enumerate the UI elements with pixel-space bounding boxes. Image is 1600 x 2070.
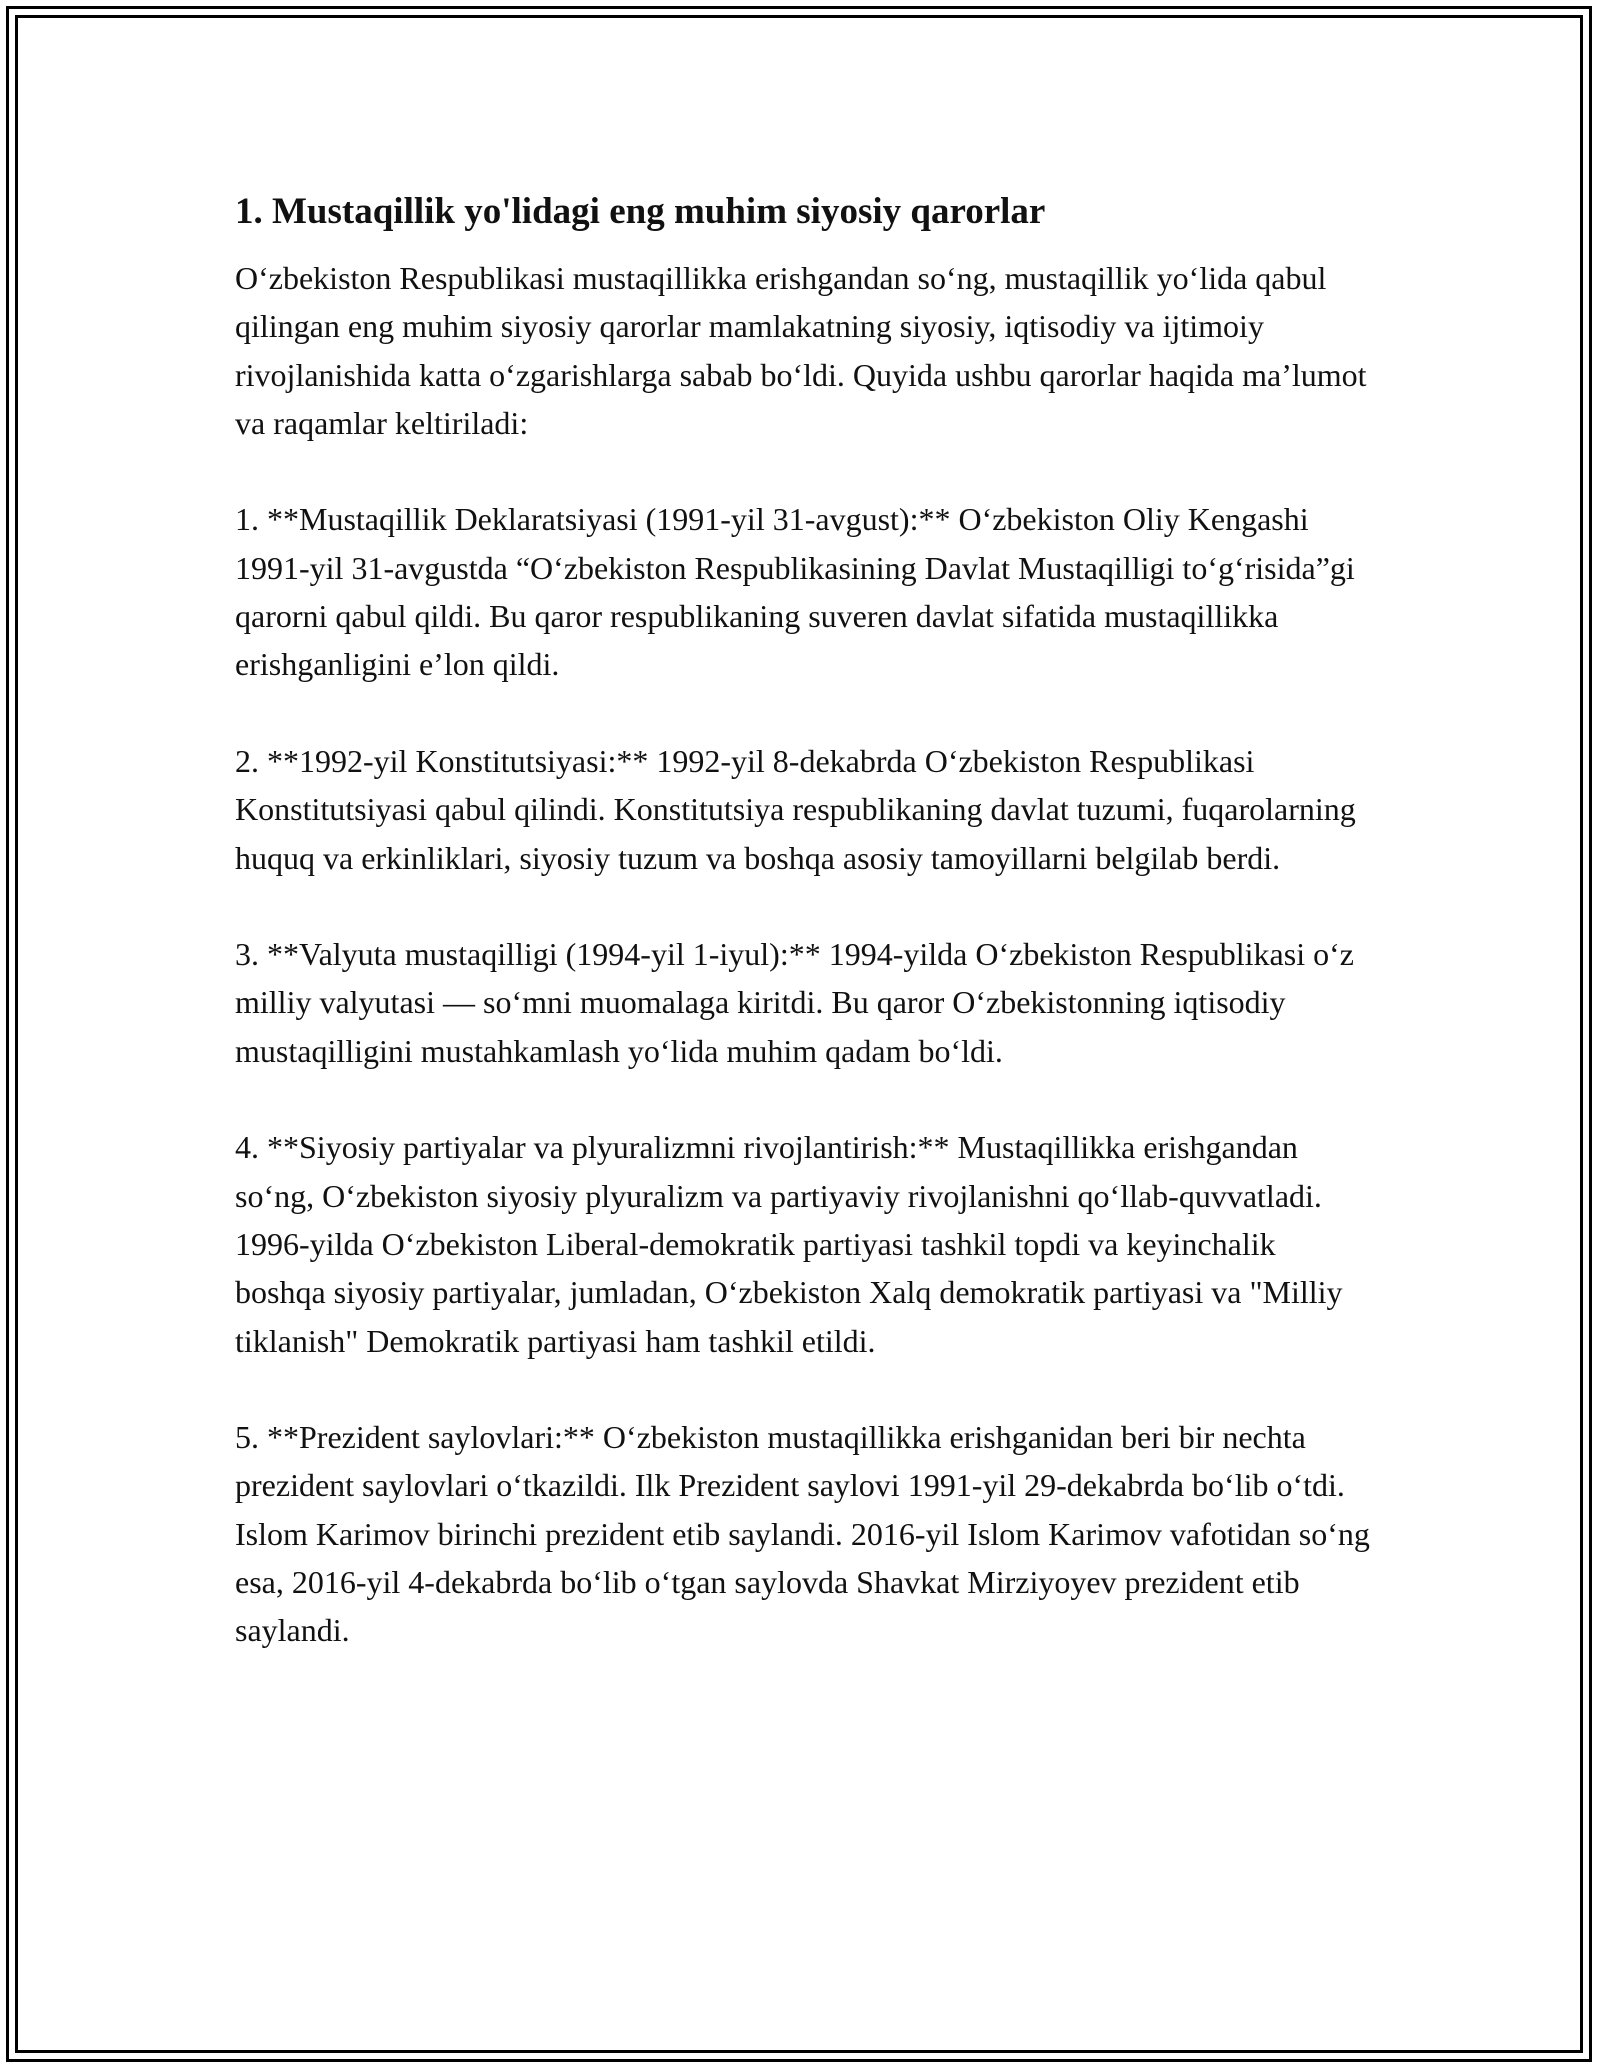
item-paragraph-1: 1. **Mustaqillik Deklaratsiyasi (1991-yil 31-avgust):** O‘zbekiston Oliy Kengashi 1991-yil 31-avgustda “O‘zbekiston Respublikasining Davlat Mustaqilligi to‘g‘risida”gi qarorni qabul qildi. Bu qaror respublikaning suveren davlat sifatida mustaqillikka erishganligini e’lon qildi. [235, 501, 1355, 683]
item-paragraph-2: 2. **1992-yil Konstitutsiyasi:** 1992-yil 8-dekabrda O‘zbekiston Respublikasi Konstitutsiyasi qabul qilindi. Konstitutsiya respublikaning davlat tuzumi, fuqarolarning huquq va erkinliklari, siyosiy tuzum va boshqa asosiy tamoyillarni belgilab berdi. [235, 742, 1356, 876]
item-paragraph-3: 3. **Valyuta mustaqilligi (1994-yil 1-iyul):** 1994-yilda O‘zbekiston Respublikasi o‘z milliy valyutasi — so‘mni muomalaga kiritdi. Bu qaror O‘zbekistonning iqtisodiy mustaqilligini mustahkamlash yo‘lida muhim qadam bo‘ldi. [235, 936, 1354, 1069]
document-body [235, 188, 1370, 1703]
item-paragraph-5: 5. **Prezident saylovlari:** O‘zbekiston mustaqillikka erishganidan beri bir nechta prezident saylovlari o‘tkazildi. Ilk Prezident saylovi 1991-yil 29-dekabrda bo‘lib o‘tdi. Islom Karimov birinchi prezident etib saylandi. 2016-yil Islom Karimov vafotidan so‘ng esa, 2016-yil 4-dekabrda bo‘lib o‘tgan saylovda Shavkat Mirziyoyev prezident etib saylandi. [235, 1419, 1370, 1649]
intro-paragraph: O‘zbekiston Respublikasi mustaqillikka erishgandan so‘ng, mustaqillik yo‘lida qabul qilingan eng muhim siyosiy qarorlar mamlakatning siyosiy, iqtisodiy va ijtimoiy rivojlanishida katta o‘zgarishlarga sabab bo‘ldi. Quyida ushbu qarorlar haqida ma’lumot va raqamlar keltiriladi: [235, 260, 1367, 441]
item-paragraph-4: 4. **Siyosiy partiyalar va plyuralizmni rivojlantirish:** Mustaqillikka erishgandan so‘ng, O‘zbekiston siyosiy plyuralizm va partiyaviy rivojlanishni qo‘llab-quvvatladi. 1996-yilda O‘zbekiston Liberal-demokratik partiyasi tashkil topdi va keyinchalik boshqa siyosiy partiyalar, jumladan, O‘zbekiston Xalq demokratik partiyasi va "Milliy tiklanish" Demokratik partiyasi ham tashkil etildi. [235, 1129, 1343, 1359]
document-title: 1. Mustaqillik yo'lidagi eng muhim siyosiy qarorlar [235, 191, 1046, 232]
